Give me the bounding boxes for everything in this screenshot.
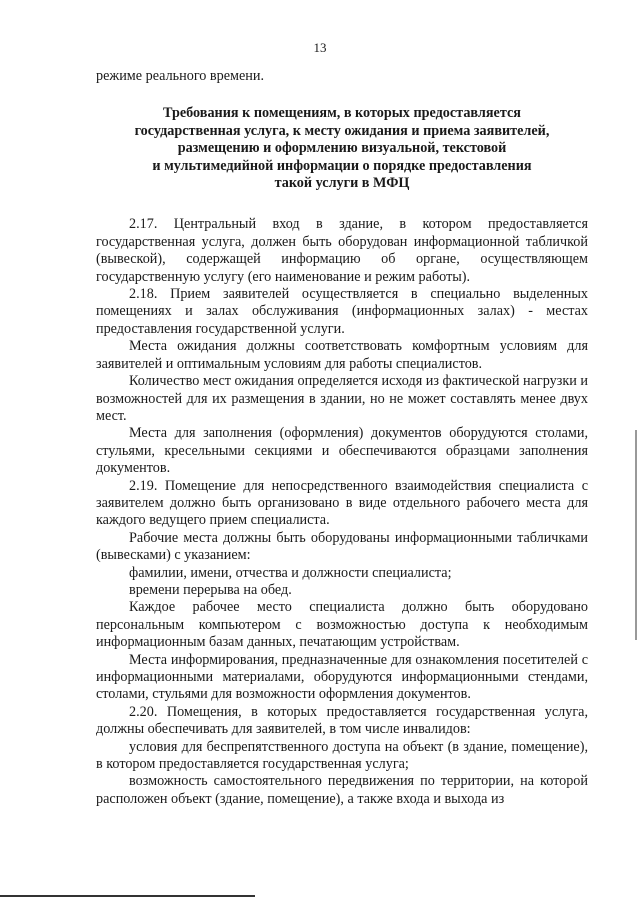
paragraph: Места ожидания должны соответствовать комфортным условиям для заявителей и оптимальным условиям для работы специалистов. — [96, 338, 588, 372]
footer-rule — [0, 895, 255, 897]
list-item: условия для беспрепятственного доступа на объект (в здание, помещение), в котором предоставляется государственная услуга; — [96, 738, 588, 773]
heading-line: Требования к помещениям, в которых предоставляется — [163, 105, 521, 122]
paragraph-2-18: 2.18. Прием заявителей осуществляется в специально выделенных помещениях и залах обслуживания (информационных залах) - местах предоставления государственной услуги. — [96, 286, 588, 337]
paragraph: Места для заполнения (оформления) документов оборудуются столами, стульями, кресельными секциями и обеспечиваются образцами заполнения документов. — [96, 425, 588, 477]
paragraph-2-19: 2.19. Помещение для непосредственного взаимодействия специалиста с заявителем должно быть организовано в виде отдельного рабочего места для каждого ведущего прием специалиста. — [96, 477, 588, 529]
scan-edge-mark — [635, 430, 637, 640]
document-body — [96, 68, 588, 808]
heading-line: размещению и оформлению визуальной, текстовой — [177, 140, 507, 157]
paragraph: Количество мест ожидания определяется исходя из фактической нагрузки и возможностей для их размещения в здании, но не может составлять менее двух мест. — [96, 373, 588, 424]
intro-line: режиме реального времени. — [96, 68, 265, 84]
heading-line: и мультимедийной информации о порядке предоставления — [152, 157, 532, 174]
paragraph: Каждое рабочее место специалиста должно быть оборудовано персональным компьютером с возможностью доступа к необходимым информационным базам данных, печатающим устройствам. — [96, 599, 588, 651]
list-item: фамилии, имени, отчества и должности специалиста; — [129, 564, 452, 581]
list-item: времени перерыва на обед. — [129, 581, 292, 598]
paragraph-2-20: 2.20. Помещения, в которых предоставляется государственная услуга, должны обеспечивать для заявителей, в том числе инвалидов: — [96, 703, 588, 738]
heading-line: такой услуги в МФЦ — [274, 175, 410, 192]
paragraph: Места информирования, предназначенные для ознакомления посетителей с информационными материалами, оборудуются информационными стендами, столами, стульями для возможности оформления документов. — [96, 651, 588, 703]
page-number: 13 — [313, 40, 327, 55]
list-item: возможность самостоятельного передвижения по территории, на которой расположен объект (здание, помещение), а также входа и выхода из — [96, 773, 588, 807]
paragraph: Рабочие места должны быть оборудованы информационными табличками (вывесками) с указанием: — [96, 529, 588, 564]
heading-line: государственная услуга, к месту ожидания и приема заявителей, — [134, 122, 550, 139]
section-heading — [96, 105, 588, 192]
paragraph-2-17: 2.17. Центральный вход в здание, в котором предоставляется государственная услуга, должен быть оборудован информационной табличкой (вывеской), содержащей информацию об органе, осуществляющем государственную услугу (его наименование и режим работы). — [96, 216, 588, 285]
